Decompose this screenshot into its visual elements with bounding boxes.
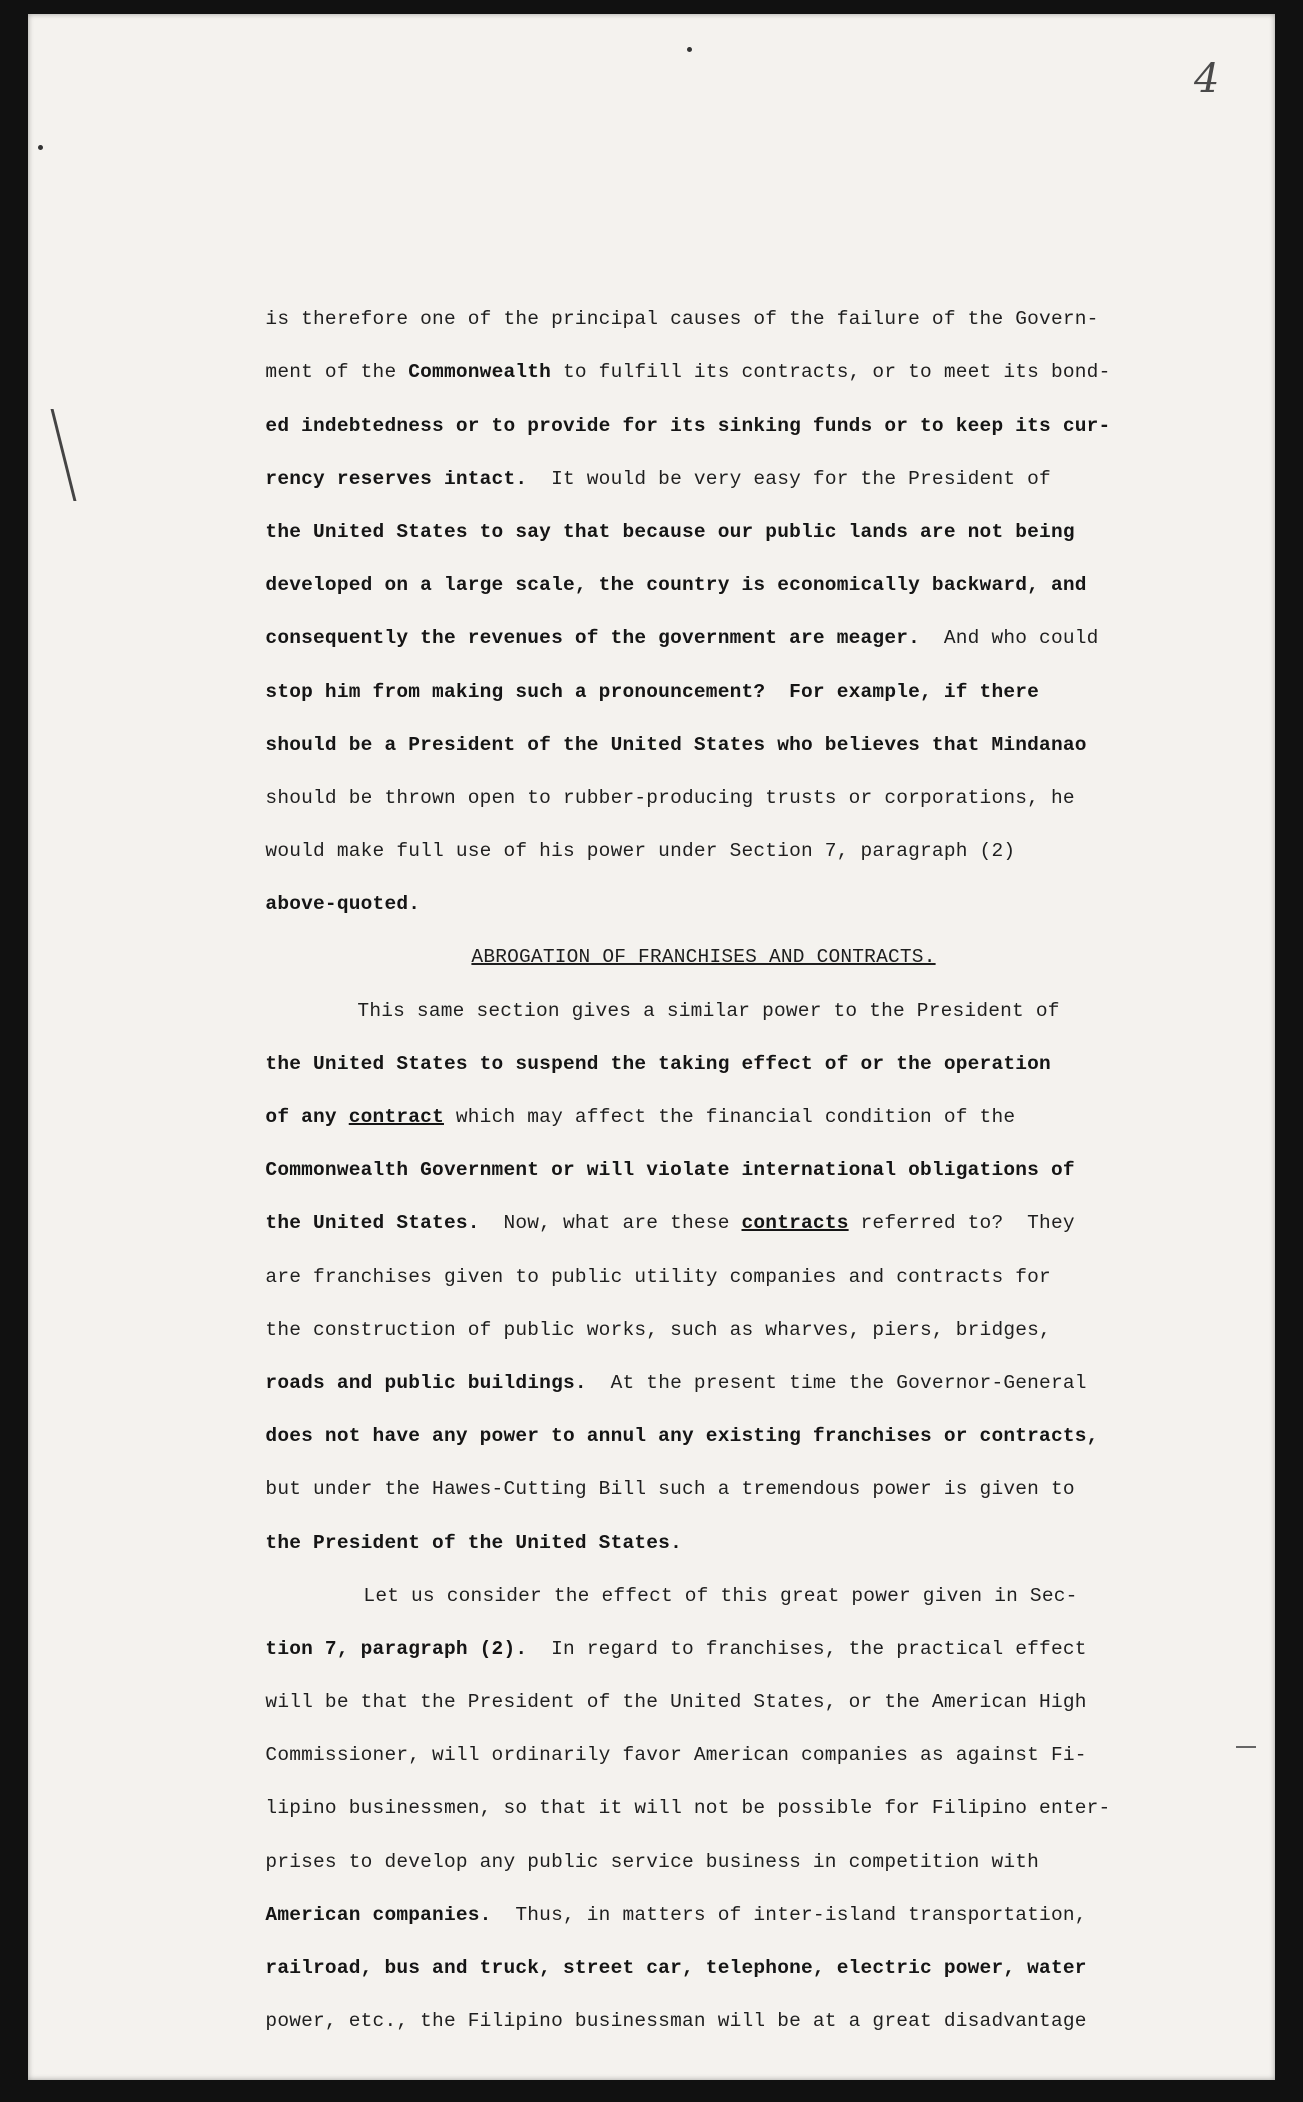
text-line: would make full use of his power under Section 7, paragraph (2) [265,840,1016,863]
document-page [28,14,1275,2080]
section-heading: ABROGATION OF FRANCHISES AND CONTRACTS. [471,946,936,969]
text-line: is therefore one of the principal causes of the failure of the Govern- [265,308,1099,331]
text-line: developed on a large scale, the country is economically backward, and [265,574,1087,597]
text-line: This same section gives a similar power to the President of [357,999,1060,1022]
text-line: stop him from making such a pronouncement? For example, if there [265,680,1040,703]
margin-mark [51,409,77,501]
text-line: but under the Hawes-Cutting Bill such a tremendous power is given to [265,1478,1075,1501]
text-line: lipino businessmen, so that it will not be possible for Filipino enter- [265,1797,1111,1820]
text-line: the United States to suspend the taking effect of or the operation [265,1052,1051,1075]
text-line: the United States. Now, what are these contracts referred to? They [265,1212,1075,1235]
text-line: rency reserves intact. It would be very easy for the President of [265,467,1051,490]
text-line: of any contract which may affect the financial condition of the [265,1106,1016,1129]
text-line: Let us consider the effect of this great power given in Sec- [363,1584,1078,1607]
text-line: prises to develop any public service business in competition with [265,1850,1040,1873]
text-line: will be that the President of the United States, or the American High [265,1691,1087,1714]
text-line: power, etc., the Filipino businessman will be at a great disadvantage [265,2010,1087,2033]
document-body [194,240,1254,2033]
scan-speck [687,47,692,52]
text-line: above-quoted. [265,893,421,916]
text-line: the construction of public works, such as wharves, piers, bridges, [265,1318,1051,1341]
text-line: tion 7, paragraph (2). In regard to franchises, the practical effect [265,1637,1087,1660]
scan-speck [38,145,43,150]
text-line: American companies. Thus, in matters of inter-island transportation, [265,1903,1087,1926]
text-line: the United States to say that because our public lands are not being [265,520,1075,543]
text-line: ment of the Commonwealth to fulfill its contracts, or to meet its bond- [265,361,1111,384]
page-number: 4 [1194,56,1220,102]
text-line: are franchises given to public utility companies and contracts for [265,1265,1051,1288]
text-line: should be thrown open to rubber-producing trusts or corporations, he [265,786,1075,809]
text-line: railroad, bus and truck, street car, telephone, electric power, water [265,1957,1087,1980]
text-line: Commissioner, will ordinarily favor American companies as against Fi- [265,1744,1087,1767]
text-line: Commonwealth Government or will violate international obligations of [265,1159,1075,1182]
text-line: does not have any power to annul any existing franchises or contracts, [265,1425,1099,1448]
text-line: the President of the United States. [265,1531,682,1554]
text-line: consequently the revenues of the government are meager. And who could [265,627,1099,650]
text-line: should be a President of the United States who believes that Mindanao [265,733,1087,756]
text-line: ed indebtedness or to provide for its sinking funds or to keep its cur- [265,414,1111,437]
text-line: roads and public buildings. At the present time the Governor-General [265,1371,1087,1394]
